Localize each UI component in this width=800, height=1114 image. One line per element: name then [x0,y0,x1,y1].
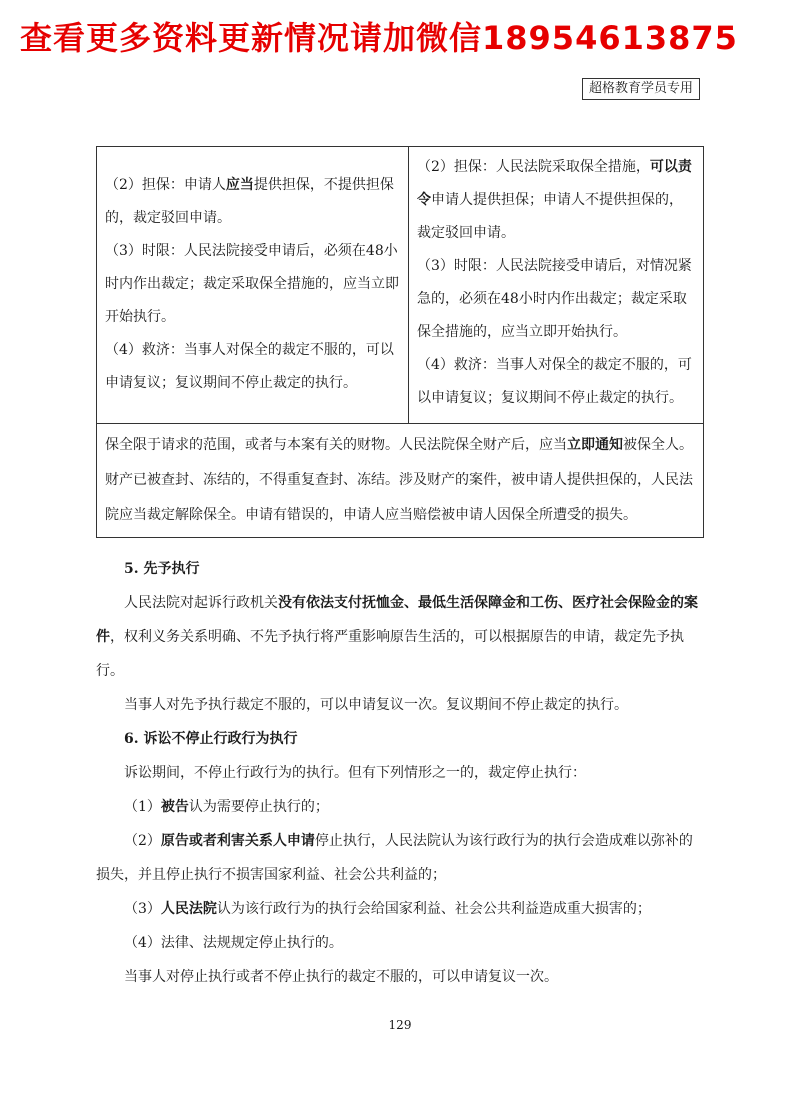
text-run: 诉讼期间，不停止行政行为的执行。但有下列情形之一的，裁定停止执行： [124,765,586,781]
text-run: （3） [124,901,161,917]
paragraph [96,688,706,722]
right-item-timelimit [417,250,695,349]
text-run: （2） [124,833,161,849]
emphasis-text: 应当 [225,177,254,193]
text-run: 认为需要停止执行的； [188,799,329,815]
text-run: 当事人对先予执行裁定不服的，可以申请复议一次。复议期间不停止裁定的执行。 [124,697,628,713]
left-item-guarantee [105,169,400,235]
list-item [96,892,706,926]
text-run: （2）担保：人民法院采取保全措施， [417,159,650,175]
text-run: （4）法律、法规规定停止执行的。 [124,935,343,951]
text-run: 5. 先予执行 [124,561,200,577]
left-item-remedy [105,334,400,400]
right-item-remedy [417,349,695,415]
text-run: 6. 诉讼不停止行政行为执行 [124,731,298,747]
section-heading-advance-execution [96,552,706,586]
list-item [96,790,706,824]
list-item [96,926,706,960]
section-heading-no-suspension [96,722,706,756]
emphasis-text: 可以责令 [417,159,692,208]
left-cell [97,147,409,424]
paragraph [96,586,706,688]
scope-cell [97,424,704,538]
left-item-timelimit [105,235,400,334]
text-run: （4）救济：当事人对保全的裁定不服的，可以申请复议；复议期间不停止裁定的执行。 [105,342,394,391]
text-run: ，权利义务关系明确、不先予执行将严重影响原告生活的，可以根据原告的申请，裁定先予执行。 [96,629,684,679]
right-cell [409,147,704,424]
text-run: （4）救济：当事人对保全的裁定不服的，可以申请复议；复议期间不停止裁定的执行。 [417,357,692,406]
emphasis-text: 原告或者利害关系人申请 [160,833,315,849]
text-run: 申请人提供担保；申请人不提供担保的，裁定驳回申请。 [417,192,683,241]
contact-banner: 查看更多资料更新情况请加微信18954613875 [20,19,738,57]
audience-tag: 超格教育学员专用 [582,78,700,100]
emphasis-text: 被告 [160,799,189,815]
page-number: 129 [388,1018,412,1032]
scope-text [105,428,695,533]
text-run: 提供担保，不提供担保的，裁定驳回申请。 [105,177,394,226]
text-run: （1） [124,799,161,815]
emphasis-text: 立即通知 [567,437,623,453]
emphasis-text: 没有依法支付抚恤金、最低生活保障金和工伤、医疗社会保险金的案件 [96,595,698,645]
emphasis-text: 人民法院 [160,901,217,917]
text-run: 被保全人。财产已被查封、冻结的，不得重复查封、冻结。涉及财产的案件，被申请人提供担保的，人民法院应当裁定解除保全。申请有错误的，申请人应当赔偿被申请人因保全所遭受的损失。 [105,437,693,523]
body-text [96,552,706,994]
text-run: 保全限于请求的范围，或者与本案有关的财物。人民法院保全财产后，应当 [105,437,567,453]
list-item [96,824,706,892]
text-run: 人民法院对起诉行政机关 [124,595,278,611]
text-run: 停止执行，人民法院认为该行政行为的执行会造成难以弥补的损失，并且停止执行不损害国家利益、社会公共利益的； [96,833,693,883]
text-run: （3）时限：人民法院接受申请后，对情况紧急的，必须在48小时内作出裁定；裁定采取保全措施的，应当立即开始执行。 [417,258,692,340]
comparison-table [96,146,704,538]
text-run: 当事人对停止执行或者不停止执行的裁定不服的，可以申请复议一次。 [124,969,558,985]
paragraph [96,756,706,790]
text-run: （2）担保：申请人 [105,177,226,193]
paragraph [96,960,706,994]
right-item-guarantee [417,151,695,250]
text-run: （3）时限：人民法院接受申请后，必须在48小时内作出裁定；裁定采取保全措施的，应当立即开始执行。 [105,243,399,325]
text-run: 认为该行政行为的执行会给国家利益、社会公共利益造成重大损害的； [216,901,651,917]
